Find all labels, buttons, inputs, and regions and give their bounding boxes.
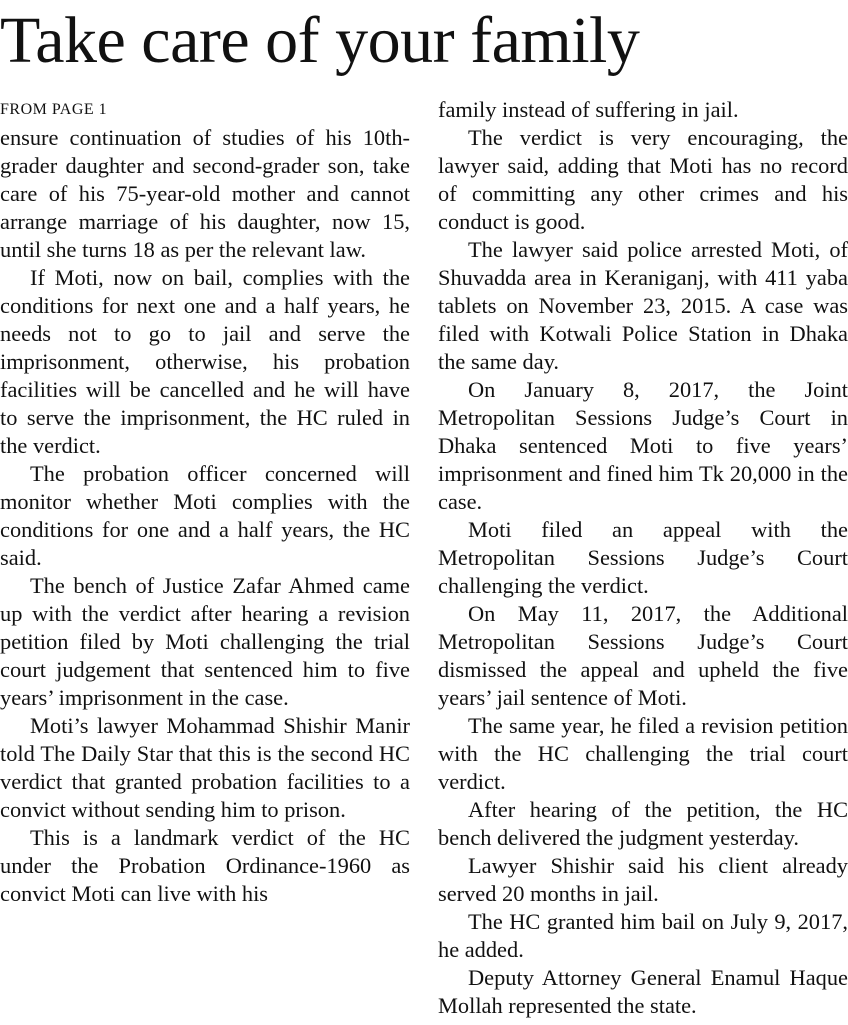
- paragraph: The HC granted him bail on July 9, 2017, he added.: [438, 909, 848, 962]
- headline: Take care of your family: [0, 4, 640, 77]
- paragraph: On May 11, 2017, the Additional Metropolitan Sessions Judge’s Court dismissed the appeal and upheld the five years’ jail sentence of Moti.: [438, 601, 848, 710]
- paragraph: Moti filed an appeal with the Metropolitan Sessions Judge’s Court challenging the verdict.: [438, 517, 848, 598]
- paragraph: Moti’s lawyer Mohammad Shishir Manir told The Daily Star that this is the second HC verdict that granted probation facilities to a convict without sending him to prison.: [0, 713, 410, 822]
- paragraph: The probation officer concerned will monitor whether Moti complies with the conditions for one and a half years, the HC said.: [0, 461, 410, 570]
- article-column-left: [0, 96, 410, 908]
- paragraph: The verdict is very encouraging, the lawyer said, adding that Moti has no record of committing any other crimes and his conduct is good.: [438, 125, 848, 234]
- paragraph: If Moti, now on bail, complies with the conditions for next one and a half years, he needs not to go to jail and serve the imprisonment, otherwise, his probation facilities will be cancelled and he will have to serve the imprisonment, the HC ruled in the verdict.: [0, 265, 410, 458]
- paragraph: ensure continuation of studies of his 10th-grader daughter and second-grader son, take care of his 75-year-old mother and cannot arrange marriage of his daughter, now 15, until she turns 18 as per the relevant law.: [0, 125, 410, 262]
- paragraph: On January 8, 2017, the Joint Metropolitan Sessions Judge’s Court in Dhaka sentenced Moti to five years’ imprisonment and fined him Tk 20,000 in the case.: [438, 377, 848, 514]
- paragraph: Lawyer Shishir said his client already served 20 months in jail.: [438, 853, 848, 906]
- paragraph: family instead of suffering in jail.: [438, 97, 739, 122]
- paragraph: After hearing of the petition, the HC bench delivered the judgment yesterday.: [438, 797, 848, 850]
- jump-line: FROM PAGE 1: [0, 101, 108, 118]
- paragraph: The lawyer said police arrested Moti, of Shuvadda area in Keraniganj, with 411 yaba tablets on November 23, 2015. A case was filed with Kotwali Police Station in Dhaka the same day.: [438, 237, 848, 374]
- paragraph: The same year, he filed a revision petition with the HC challenging the trial court verdict.: [438, 713, 848, 794]
- article-column-right: [438, 96, 848, 1020]
- paragraph: This is a landmark verdict of the HC under the Probation Ordinance-1960 as convict Moti can live with his: [0, 825, 410, 906]
- paragraph: Deputy Attorney General Enamul Haque Mollah represented the state.: [438, 965, 848, 1018]
- paragraph: The bench of Justice Zafar Ahmed came up with the verdict after hearing a revision petition filed by Moti challenging the trial court judgement that sentenced him to five years’ imprisonment in the case.: [0, 573, 410, 710]
